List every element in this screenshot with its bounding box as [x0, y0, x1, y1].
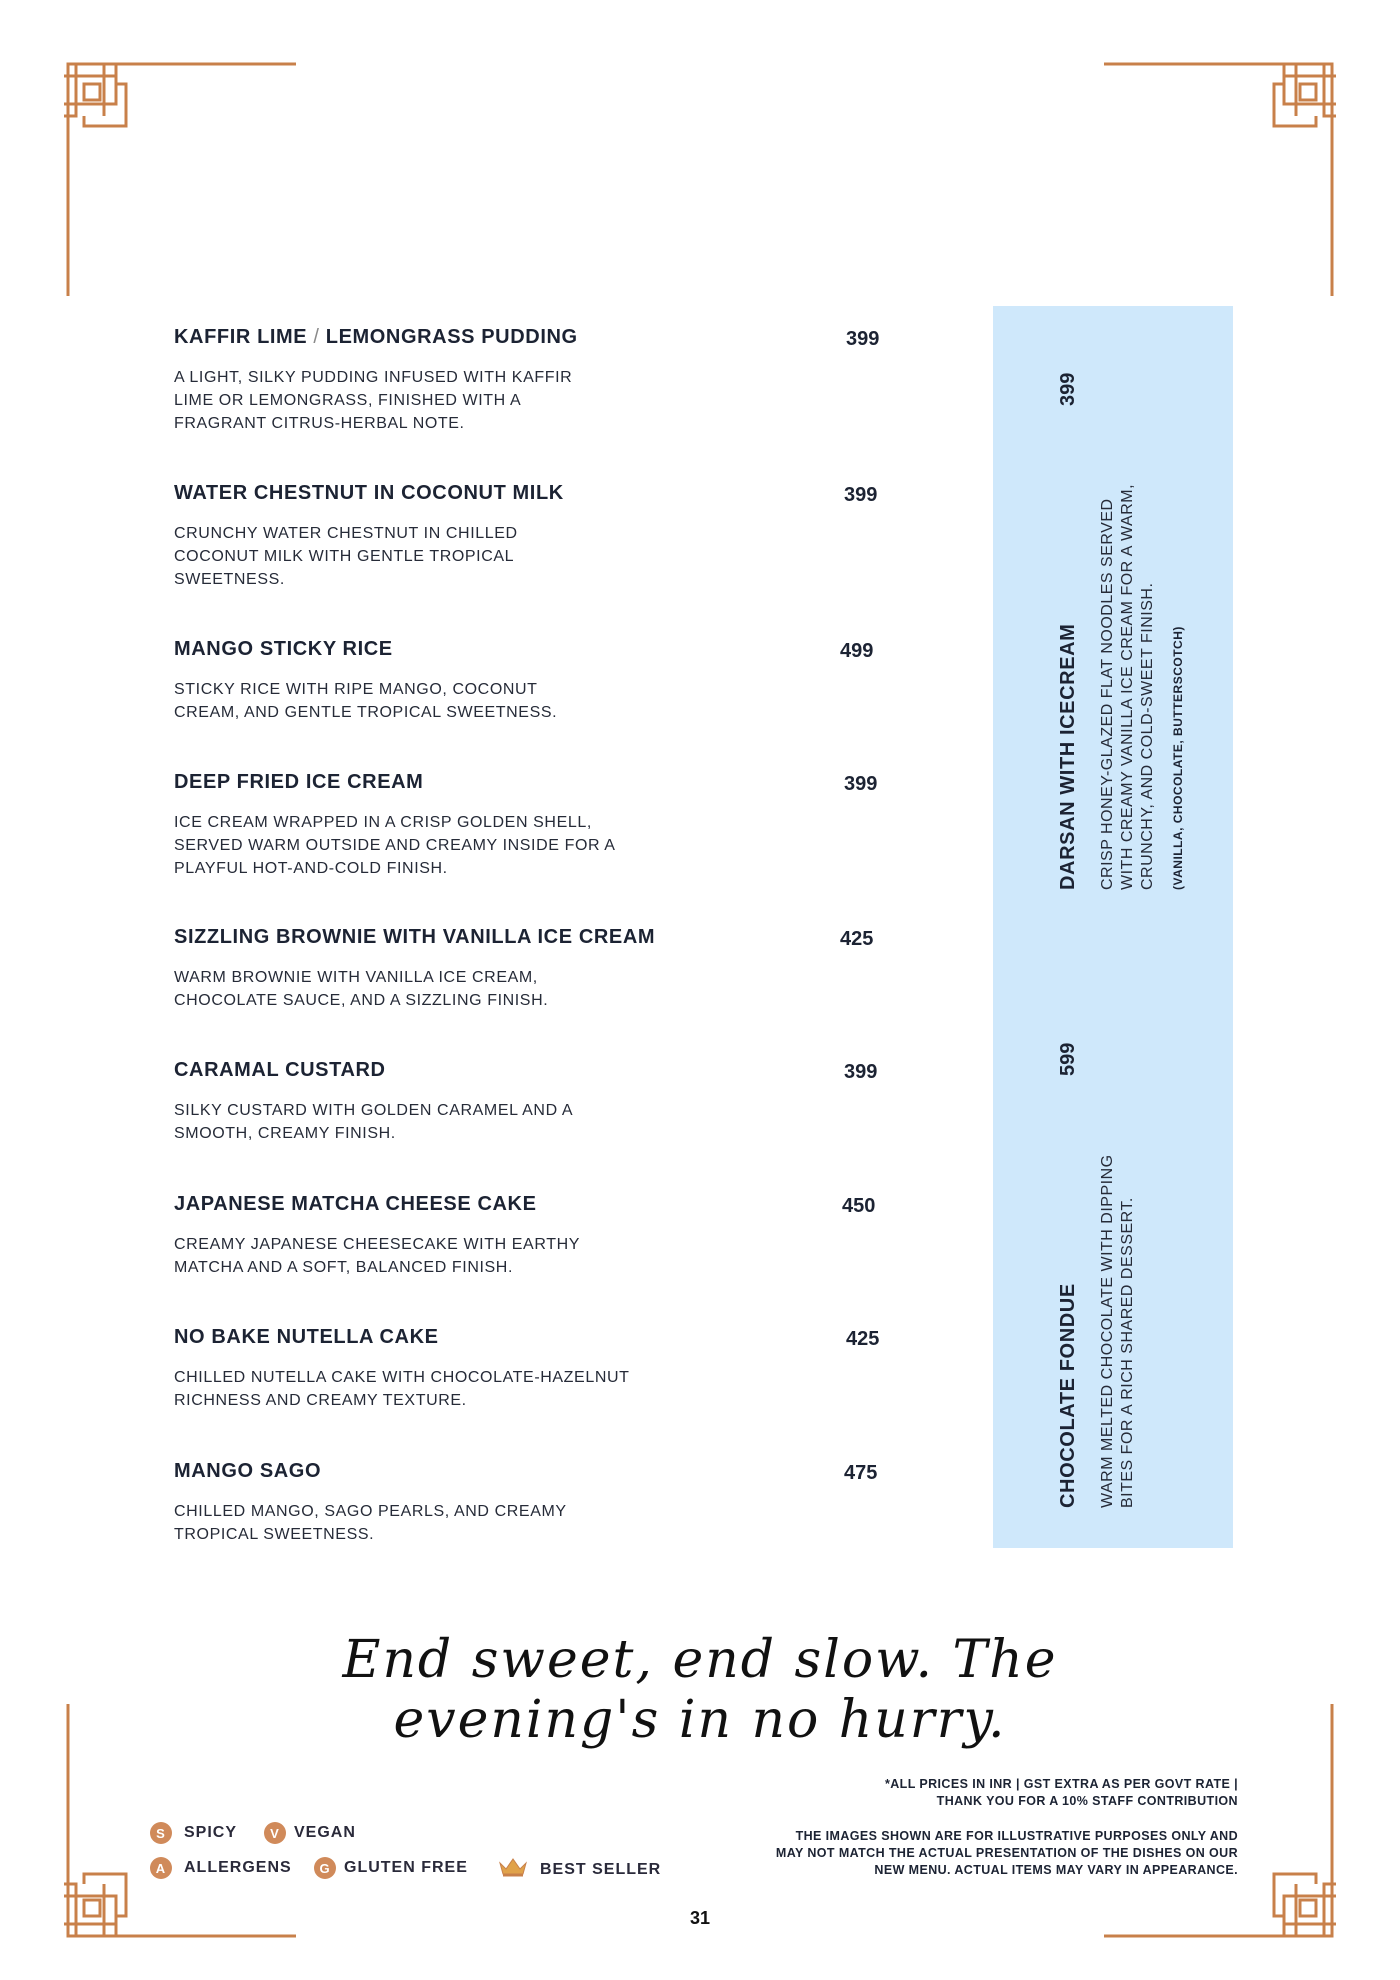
featured-item-name: DARSAN WITH ICECREAM: [1057, 623, 1079, 890]
legend-vegan: [264, 1822, 356, 1844]
featured-item-price: 599: [1057, 1042, 1079, 1076]
item-name: JAPANESE MATCHA CHEESE CAKE: [174, 1193, 537, 1215]
legend-allergens: [150, 1857, 292, 1879]
item-description: WARM BROWNIE WITH VANILLA ICE CREAM, CHOCOLATE SAUCE, AND A SIZZLING FINISH.: [174, 969, 549, 1009]
legend-label: ALLERGENS: [184, 1859, 292, 1876]
vegan-icon: V: [264, 1822, 286, 1844]
item-description: CRUNCHY WATER CHESTNUT IN CHILLED COCONUT MILK WITH GENTLE TROPICAL SWEETNESS.: [174, 525, 518, 588]
item-price: 499: [840, 640, 874, 662]
item-name: MANGO SAGO: [174, 1460, 322, 1482]
featured-item-name: CHOCOLATE FONDUE: [1057, 1283, 1079, 1508]
price-note-line: *ALL PRICES IN INR | GST EXTRA AS PER GOVT RATE |: [884, 1777, 1238, 1791]
item-price: 399: [844, 773, 878, 795]
item-name: DEEP FRIED ICE CREAM: [174, 771, 424, 793]
featured-item-description-line: WARM MELTED CHOCOLATE WITH DIPPING: [1099, 1154, 1116, 1508]
item-price: 399: [844, 484, 878, 506]
disclaimer-line: MAY NOT MATCH THE ACTUAL PRESENTATION OF THE DISHES ON OUR: [775, 1846, 1238, 1860]
item-price: 399: [844, 1061, 878, 1083]
item-description: CHILLED MANGO, SAGO PEARLS, AND CREAMY TROPICAL SWEETNESS.: [174, 1503, 567, 1543]
item-description: CREAMY JAPANESE CHEESECAKE WITH EARTHY MATCHA AND A SOFT, BALANCED FINISH.: [174, 1236, 580, 1276]
item-description: SILKY CUSTARD WITH GOLDEN CARAMEL AND A SMOOTH, CREAMY FINISH.: [174, 1102, 573, 1142]
price-disclaimer: [678, 1776, 1238, 1897]
legend-best-seller: [498, 1857, 661, 1882]
price-note-line: THANK YOU FOR A 10% STAFF CONTRIBUTION: [936, 1794, 1238, 1808]
item-name: CARAMAL CUSTARD: [174, 1059, 386, 1081]
disclaimer-line: NEW MENU. ACTUAL ITEMS MAY VARY IN APPEARANCE.: [874, 1863, 1238, 1877]
item-description: A LIGHT, SILKY PUDDING INFUSED WITH KAFFIR LIME OR LEMONGRASS, FINISHED WITH A FRAGRANT CITRUS-HERBAL NOTE.: [174, 369, 573, 432]
item-description: STICKY RICE WITH RIPE MANGO, COCONUT CREAM, AND GENTLE TROPICAL SWEETNESS.: [174, 681, 558, 721]
spicy-icon: S: [150, 1822, 172, 1844]
crown-icon: [498, 1857, 528, 1882]
item-price: 425: [846, 1328, 880, 1350]
featured-item-note: (VANILLA, CHOCOLATE, BUTTERSCOTCH): [1171, 626, 1185, 890]
legend-label: GLUTEN FREE: [344, 1859, 468, 1876]
featured-item-description-line: CRUNCHY, AND COLD-SWEET FINISH.: [1139, 582, 1156, 890]
item-name: NO BAKE NUTELLA CAKE: [174, 1326, 439, 1348]
featured-item-description-line: CRISP HONEY-GLAZED FLAT NOODLES SERVED: [1099, 498, 1116, 890]
featured-item-description-line: WITH CREAMY VANILLA ICE CREAM FOR A WARM,: [1119, 483, 1136, 890]
item-name: SIZZLING BROWNIE WITH VANILLA ICE CREAM: [174, 926, 656, 948]
legend-label: BEST SELLER: [540, 1860, 662, 1878]
item-name: MANGO STICKY RICE: [174, 638, 393, 660]
item-price: 450: [842, 1195, 876, 1217]
page-number: 31: [689, 1908, 711, 1928]
item-price: 475: [844, 1462, 878, 1484]
item-name: WATER CHESTNUT IN COCONUT MILK: [174, 482, 564, 504]
legend-gluten-free: [314, 1857, 468, 1879]
featured-desserts-panel: [993, 306, 1233, 1548]
allergens-icon: A: [150, 1857, 172, 1879]
corner-ornament-top-left: [60, 60, 370, 300]
featured-item-price: 399: [1057, 372, 1079, 406]
featured-item-description-line: BITES FOR A RICH SHARED DESSERT.: [1119, 1197, 1136, 1508]
legend-label: VEGAN: [294, 1824, 356, 1841]
corner-ornament-top-right: [1030, 60, 1340, 300]
item-name: KAFFIR LIME / LEMONGRASS PUDDING: [174, 326, 578, 348]
item-price: 399: [846, 328, 880, 350]
gluten-free-icon: G: [314, 1857, 336, 1879]
disclaimer-line: THE IMAGES SHOWN ARE FOR ILLUSTRATIVE PURPOSES ONLY AND: [795, 1829, 1238, 1843]
item-description: CHILLED NUTELLA CAKE WITH CHOCOLATE-HAZELNUT RICHNESS AND CREAMY TEXTURE.: [174, 1369, 630, 1409]
legend-spicy: [150, 1822, 237, 1844]
item-price: 425: [840, 928, 874, 950]
item-description: ICE CREAM WRAPPED IN A CRISP GOLDEN SHELL, SERVED WARM OUTSIDE AND CREAMY INSIDE FOR A PLAYFUL HOT-AND-COLD FINISH.: [174, 814, 615, 877]
tagline: End sweet, end slow. The evening's in no hurry.: [342, 1630, 1058, 1750]
legend-label: SPICY: [184, 1824, 238, 1841]
